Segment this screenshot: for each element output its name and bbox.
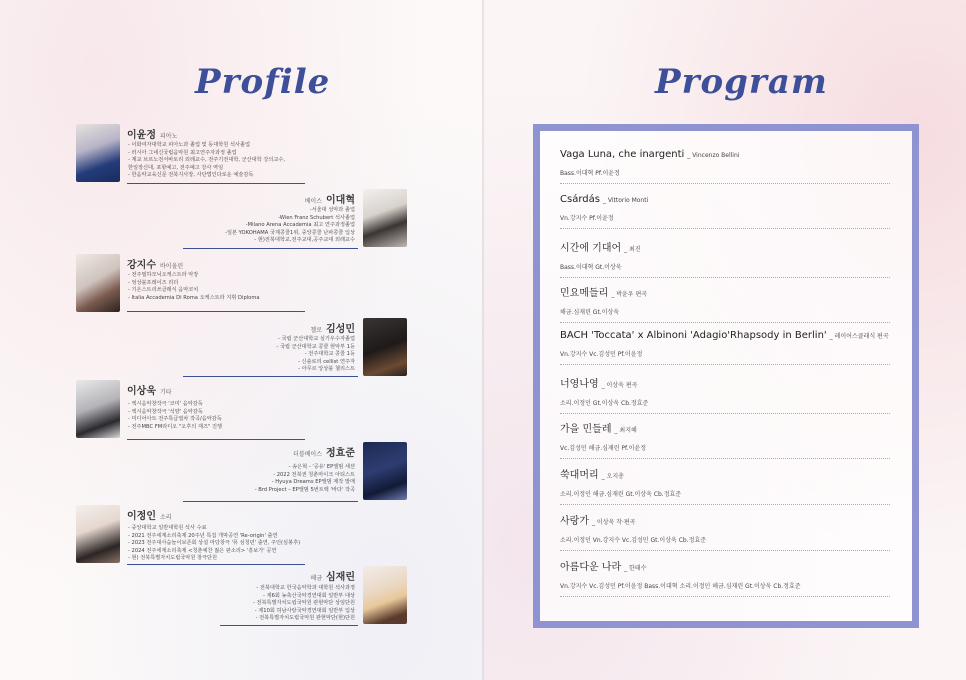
- program-item: [560, 239, 900, 278]
- dotted-divider: [560, 413, 890, 414]
- piece-composer: _ 이상욱 편곡: [601, 382, 638, 389]
- piece-composer: _ Vincenzo Bellini: [687, 152, 740, 159]
- profile-bullets: - 국립 군산대학교 실기우수자졸업 - 국립 군산대학교 콩쿨 현악부 1등 - 전주대학교 콩쿨 1등 - 신솔로리 cellist 연주자 - 아무르 앙상블 첼리스트: [276, 336, 355, 373]
- profile-name: 이정인 소리: [127, 511, 172, 522]
- program-item: [560, 512, 900, 551]
- program-item: [560, 330, 900, 365]
- piece-performers: Vc.김성민 해금.심재린 Pf.이윤정: [560, 445, 646, 452]
- profile-photo: [363, 318, 407, 376]
- piece-title: 쑥대머리: [560, 470, 599, 481]
- piece-title: Csárdás: [560, 194, 600, 205]
- profile-bullets: - 중앙대학교 일반대학원 석사 수료 - 2021 전주세계소리축제 20주년 특집 개막공연 'Re-origin' 출연 - 2023 전주대사습놀이보존회 상설 마당창극 '퓨 심청뎐' 출연, 주인(심봉후) - 2024 전주세계소리축제 <청춘예찬 젊은 판소리> '흥보가' 공연 - 현) 전북특별자치도립국악원 창극단원: [128, 525, 301, 562]
- profile-underline: [127, 564, 305, 565]
- piece-composer: _ 레이어스클래식 편곡: [829, 333, 889, 340]
- profile-underline: [127, 183, 305, 184]
- piece-performers: Bass.이대혁 Pf.이윤정: [560, 170, 620, 177]
- dotted-divider: [560, 504, 890, 505]
- program-item: [560, 149, 900, 184]
- dotted-divider: [560, 550, 890, 551]
- profile-name: 해금 심재린: [310, 572, 355, 583]
- profile-bullets: -서울대 성악과 졸업 -Wien Franz Schubert 석사졸업 -Milano Arena Accademia 최고 연주과정졸업 -일본 YOKOHAMA 국제콩쿨1위, 중앙콩쿨 난파콩쿨 입상 - 현)전북대학교,전주교대,공주교대 외래교수: [225, 207, 355, 244]
- dotted-divider: [560, 596, 890, 597]
- profile-underline: [183, 248, 358, 249]
- piece-performers: Bass.이대혁 Gt.이상욱: [560, 264, 622, 271]
- program-item: [560, 420, 900, 459]
- piece-performers: Vn.강지수 Pf.이윤정: [560, 215, 614, 222]
- piece-performers: Vn.강지수 Vc.김성민 Pf.이윤정 Bass.이대혁 소리.이정인 해금.심재린 Gt.이상욱 Cb.정효준: [560, 583, 801, 590]
- profile-photo: [76, 254, 120, 312]
- piece-composer: _ 최지혜: [614, 427, 637, 434]
- dotted-divider: [560, 364, 890, 365]
- profile-name: 강지수 바이올린: [127, 260, 184, 271]
- profile-title: Profile: [195, 62, 331, 102]
- piece-performers: 소리.이정인 Vn.강지수 Vc.김성민 Gt.이상욱 Cb.정효준: [560, 537, 707, 544]
- profile-name: 더블베이스 정효준: [293, 448, 355, 459]
- program-box: [533, 124, 919, 628]
- profile-bullets: - 엑시음악창작극 '코미' 음악감독 - 엑시음악창작극 '석양' 음악감독 - 미디어아트 전주특급열차 작곡/음악감독 - 전주MBC FM라디오 "오후의 재즈" 진행: [128, 401, 223, 430]
- piece-title: 너영나영: [560, 379, 599, 390]
- program-title: Program: [655, 62, 828, 102]
- program-item: [560, 194, 900, 229]
- profile-photo: [363, 566, 407, 624]
- profile-bullets: - 이화여자대학교 피아노과 졸업 및 동대학원 석사졸업 - 러시아 그네신국립음악원 최고연주자과정 졸업 - 계교 브르노전서바토리 외래교수, 전주기전대학, 군산대학 강의교수, 한일장신대, 포항예고, 전주예고 강사 역임 - 한음악교육신문 전북지사장, 사단법인다로운 예술감독: [128, 142, 286, 179]
- profile-underline: [127, 439, 305, 440]
- dotted-divider: [560, 277, 890, 278]
- piece-composer: _ Vittorio Monti: [602, 197, 649, 204]
- program-item: [560, 466, 900, 505]
- page-fold: [482, 0, 484, 680]
- dotted-divider: [560, 183, 890, 184]
- profile-bullets: - 전북대학교 한국음악학과 대학원 석사과정 - 제6회 농축산국악경연대회 일반부 대상 - 전북특별자치도립국악원 관현악단 상임단원 - 제10회 허남사랑국악경연대회 일반부 입상 - 전북특별자치도립국악원 관현악단(현)단원: [252, 585, 355, 622]
- profile-underline: [127, 311, 305, 312]
- program-item: [560, 558, 900, 597]
- piece-composer: _ 한태수: [624, 565, 647, 572]
- profile-name: 이상욱 기타: [127, 386, 172, 397]
- piece-title: 아름다운 나라: [560, 562, 622, 573]
- profile-name: 이윤정 피아노: [127, 130, 178, 141]
- piece-composer: _ 이상욱 작·편곡: [591, 519, 636, 526]
- program-item: [560, 375, 900, 414]
- profile-photo: [363, 189, 407, 247]
- piece-performers: 해금.심재린 Gt.이상욱: [560, 309, 620, 316]
- profile-photo: [76, 380, 120, 438]
- piece-composer: _ 박윤우 편곡: [611, 291, 648, 298]
- profile-underline: [183, 501, 358, 502]
- piece-composer: _ 오지총: [601, 473, 624, 480]
- piece-performers: 소리.이정인 해금.심재린 Gt.이상욱 Cb.정효준: [560, 491, 682, 498]
- piece-performers: 소리.이정인 Gt.이상욱 Cb.정효준: [560, 400, 649, 407]
- profile-photo: [76, 505, 120, 563]
- profile-underline: [183, 376, 358, 377]
- profile-name: 첼로 김성민: [310, 324, 355, 335]
- program-item: [560, 284, 900, 323]
- dotted-divider: [560, 458, 890, 459]
- piece-title: 민요메들리: [560, 288, 609, 299]
- piece-title: BACH 'Toccata' x Albinoni 'Adagio'Rhapsody in Berlin': [560, 330, 827, 341]
- piece-title: Vaga Luna, che inargenti: [560, 149, 685, 160]
- piece-title: 시간에 기대어: [560, 243, 622, 254]
- piece-title: 가을 민들레: [560, 424, 612, 435]
- piece-title: 사랑가: [560, 516, 589, 527]
- piece-performers: Vn.강지수 Vc.김성민 Pf.이윤정: [560, 351, 643, 358]
- dotted-divider: [560, 228, 890, 229]
- profile-photo: [363, 442, 407, 500]
- dotted-divider: [560, 322, 890, 323]
- profile-bullets: - 전주필하모닉오케스트라 악장 - 엉상블프레이즈 리더 - 기온스트리쓰클래식 음악코치 - Italia Accademia Di Roma 오케스트라 지휘 Diploma: [128, 272, 260, 301]
- profile-bullets: - 송은혁 - '공유' EP앨범 세션 - 2022 전북권 청춘마이크 아티스트 - Hyuya Dreams EP앨범 제작 발매 - Brd Project – EP앨범 5번트랙 '바다' 작곡: [254, 464, 355, 493]
- profile-underline: [220, 625, 358, 626]
- piece-composer: _ 최진: [624, 246, 641, 253]
- profile-photo: [76, 124, 120, 182]
- profile-name: 베이스 이대혁: [304, 195, 355, 206]
